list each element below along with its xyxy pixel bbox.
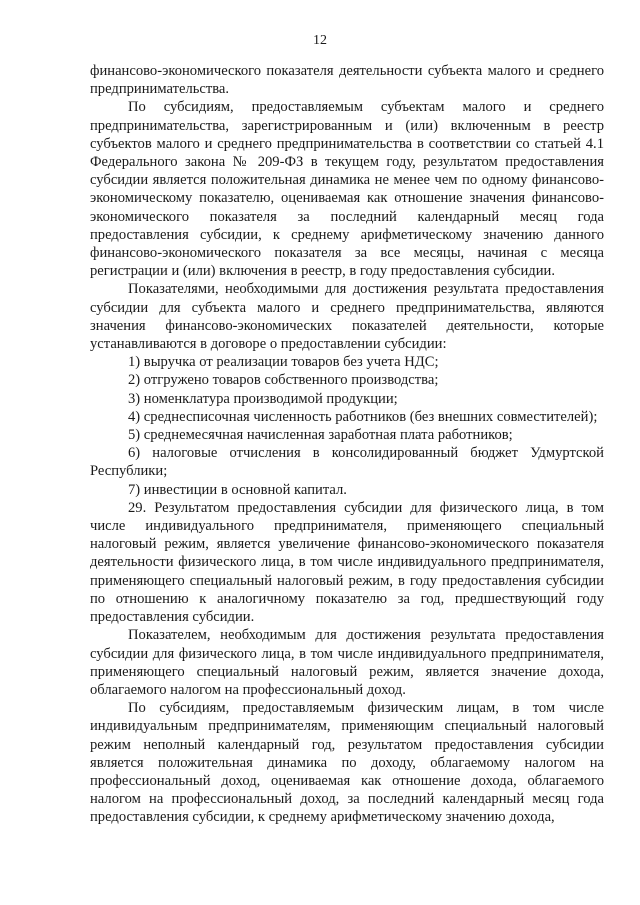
paragraph: 29. Результатом предоставления субсидии для физического лица, в том числе индивидуального предпринимателя, применяющего специальный налоговый режим, является увеличение финансово-экономического показателя деятельности физического лица, в том числе индивидуального предпринимателя, применяющего специальный налоговый режим, в году предоставления субсидии по отношению к аналогичному показателю за год, предшествующий году предоставления субсидии. bbox=[90, 499, 604, 626]
list-item: 4) среднесписочная численность работников (без внешних совместителей); bbox=[128, 408, 598, 425]
list-item: 2) отгружено товаров собственного производства; bbox=[128, 372, 439, 389]
document-body bbox=[90, 62, 604, 827]
list-item: 5) среднемесячная начисленная заработная плата работников; bbox=[128, 427, 513, 444]
list-item: 1) выручка от реализации товаров без учета НДС; bbox=[128, 354, 439, 371]
paragraph: Показателями, необходимыми для достижения результата предоставления субсидии для субъекта малого и среднего предпринимательства, являются значения финансово-экономических показателей деятельности, которые устанавливаются в договоре о предоставлении субсидии: bbox=[90, 281, 604, 353]
paragraph: По субсидиям, предоставляемым физическим лицам, в том числе индивидуальным предпринимателям, применяющим специальный налоговый режим неполный календарный год, результатом предоставления субсидии является положительная динамика по доходу, облагаемому налогом на профессиональный доход, оцениваемая как отношение дохода, облагаемого налогом на профессиональный доход, за последний календарный месяц года предоставления субсидии, к среднему арифметическому значению дохода, bbox=[90, 700, 604, 826]
list-item: 3) номенклатура производимой продукции; bbox=[128, 390, 398, 407]
paragraph: финансово-экономического показателя деятельности субъекта малого и среднего предпринимательства. bbox=[90, 63, 604, 98]
paragraph: По субсидиям, предоставляемым субъектам малого и среднего предпринимательства, зарегистрированным и (или) включенным в реестр субъектов малого и среднего предпринимательства в соответствии со статьей 4.1 Федерального закона № 209-ФЗ в текущем году, результатом предоставления субсидии является положительная динамика не менее чем по одному финансово-экономическому показателю, оцениваемая как отношение значения финансово-экономического показателя за последний календарный месяц года предоставления субсидии, к среднему арифметическому значению данного финансово-экономического показателя за все месяцы, начиная с месяца регистрации и (или) включения в реестр, в году предоставления субсидии. bbox=[90, 99, 604, 280]
paragraph: Показателем, необходимым для достижения результата предоставления субсидии для физического лица, в том числе индивидуального предпринимателя, применяющего специальный налоговый режим, является значение дохода, облагаемого налогом на профессиональный доход. bbox=[90, 627, 604, 698]
list-item: 6) налоговые отчисления в консолидированный бюджет Удмуртской Республики; bbox=[90, 445, 604, 480]
page-number: 12 bbox=[313, 33, 327, 48]
list-item: 7) инвестиции в основной капитал. bbox=[128, 481, 347, 498]
